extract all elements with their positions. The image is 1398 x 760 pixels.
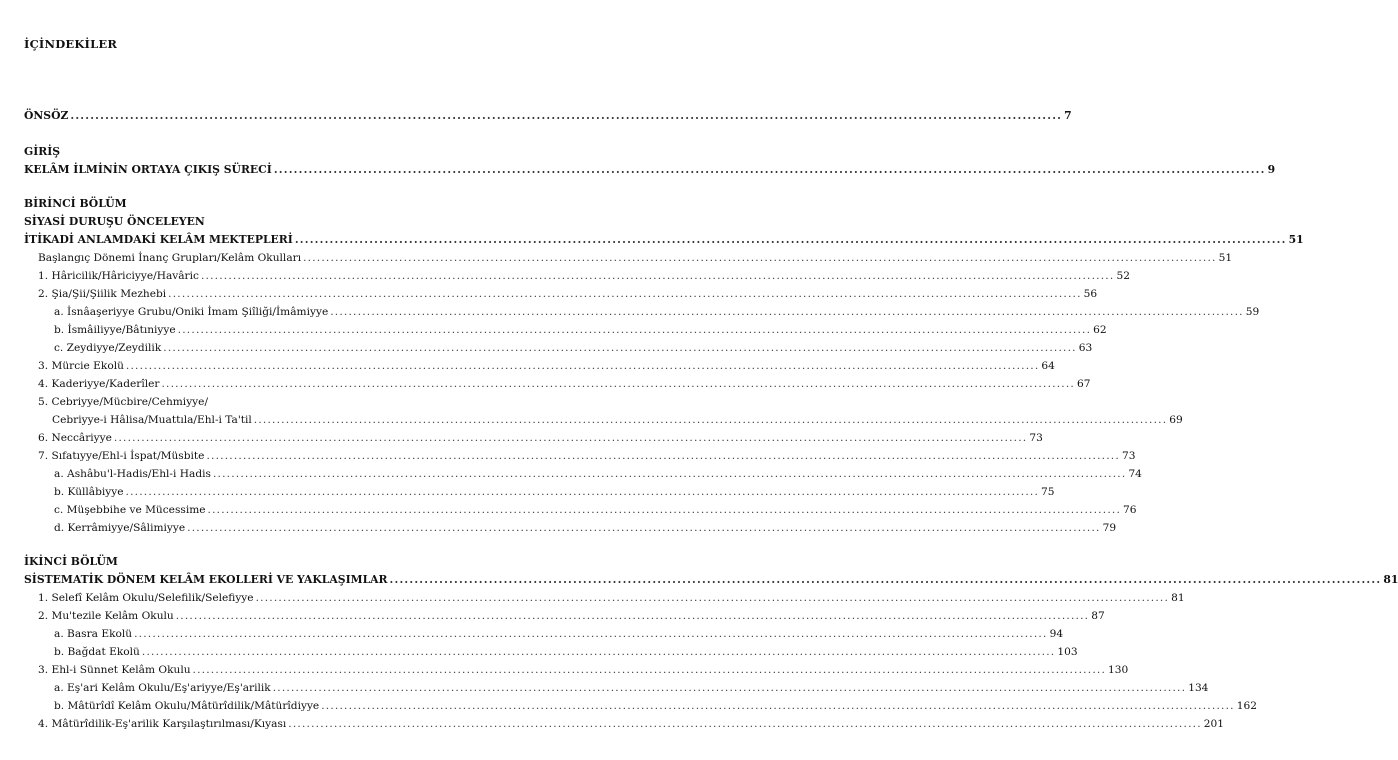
toc-entry-label: b. İsmâiliyye/Bâtıniyye	[54, 324, 176, 336]
dot-leader: ........................................................................................................................................................................................................	[255, 592, 1170, 604]
toc-entry-page-number: 201	[1203, 718, 1225, 730]
toc-entry-page-number: 67	[1076, 378, 1091, 390]
toc-entry[interactable]	[0, 303, 1260, 321]
toc-entry-label: ÖNSÖZ	[24, 109, 69, 122]
toc-entry-label: 4. Kaderiyye/Kaderîler	[38, 378, 160, 390]
section-heading: İKİNCİ BÖLÜM	[24, 555, 118, 568]
toc-entry[interactable]	[0, 679, 1209, 697]
toc-entry[interactable]	[0, 607, 1105, 625]
dot-leader: ........................................................................................................................................................................................................	[321, 700, 1235, 712]
toc-entry[interactable]	[0, 589, 1185, 607]
dot-leader: ........................................................................................................................................................................................................	[187, 522, 1101, 534]
toc-entry-label: 1. Hâricilik/Hâriciyye/Havâric	[38, 270, 199, 282]
dot-leader: ........................................................................................................................................................................................................	[207, 504, 1122, 516]
dot-leader: ........................................................................................................................................................................................................	[163, 342, 1077, 354]
toc-entry-label: 7. Sıfatıyye/Ehl-i İspat/Müsbite	[38, 450, 205, 462]
dot-leader: ........................................................................................................................................................................................................	[206, 450, 1120, 462]
dot-leader: ........................................................................................................................................................................................................	[273, 163, 1266, 176]
dot-leader: ........................................................................................................................................................................................................	[192, 664, 1107, 676]
toc-entry[interactable]	[0, 321, 1107, 339]
toc-entry[interactable]	[0, 357, 1055, 375]
dot-leader: ........................................................................................................................................................................................................	[288, 718, 1202, 730]
toc-entry-page-number: 52	[1116, 270, 1130, 282]
toc-entry-page-number: 79	[1102, 522, 1117, 534]
dot-leader: ........................................................................................................................................................................................................	[303, 252, 1217, 264]
dot-leader: ........................................................................................................................................................................................................	[272, 682, 1187, 694]
toc-entry[interactable]	[0, 519, 1117, 537]
section-heading: BİRİNCİ BÖLÜM	[24, 197, 127, 210]
toc-entry-page-number: 62	[1093, 324, 1107, 336]
toc-entry[interactable]	[0, 249, 1233, 267]
toc-entry-label: 6. Neccâriyye	[38, 432, 112, 444]
toc-entry-label: Başlangıç Dönemi İnanç Grupları/Kelâm Okulları	[38, 252, 302, 264]
toc-entry-page-number: 94	[1049, 628, 1064, 640]
toc-entry-page-number: 134	[1188, 682, 1209, 694]
toc-entry[interactable]	[0, 501, 1137, 519]
toc-entry-page-number: 74	[1128, 468, 1142, 480]
dot-leader: ........................................................................................................................................................................................................	[141, 646, 1056, 658]
toc-entry-label: Cebriyye-i Hâlisa/Muattıla/Ehl-i Ta'til	[52, 414, 252, 426]
toc-entry-label: c. Zeydiyye/Zeydilik	[54, 342, 162, 354]
dot-leader: ........................................................................................................................................................................................................	[212, 468, 1127, 480]
toc-entry-label: a. İsnâaşeriyye Grubu/Oniki İmam Şiîliği/İmâmiyye	[54, 306, 329, 318]
dot-leader: ........................................................................................................................................................................................................	[200, 270, 1115, 282]
toc-entry-label: a. Ashâbu'l-Hadis/Ehl-i Hadis	[54, 468, 211, 480]
toc-entry[interactable]	[0, 447, 1136, 465]
toc-entry-label: İTİKADİ ANLAMDAKİ KELÂM MEKTEPLERİ	[24, 233, 293, 246]
toc-entry-page-number: 81	[1171, 592, 1185, 604]
toc-entry-label: 5. Cebriyye/Mücbire/Cehmiyye/	[38, 396, 209, 408]
toc-entry-label: 4. Mâtürîdilik-Eş'arilik Karşılaştırılması/Kıyası	[38, 718, 287, 730]
dot-leader: ........................................................................................................................................................................................................	[175, 610, 1090, 622]
toc-entry[interactable]	[0, 483, 1055, 501]
toc-entry-label: 2. Şia/Şii/Şiilik Mezhebi	[38, 288, 167, 300]
toc-entry-label: SİSTEMATİK DÖNEM KELÂM EKOLLERİ VE YAKLAŞIMLAR	[24, 573, 388, 586]
section-heading: SİYASİ DURUŞU ÖNCELEYEN	[24, 215, 205, 228]
toc-entry-page-number: 51	[1288, 233, 1304, 246]
toc-entry-page-number: 81	[1383, 573, 1398, 586]
dot-leader: ........................................................................................................................................................................................................	[294, 233, 1287, 246]
toc-entry-page-number: 73	[1121, 450, 1136, 462]
toc-entry-page-number: 56	[1083, 288, 1098, 300]
toc-entry[interactable]	[0, 625, 1064, 643]
toc-entry[interactable]	[0, 411, 1183, 429]
toc-entry[interactable]	[0, 339, 1093, 357]
toc-entry-page-number: 59	[1245, 306, 1260, 318]
dot-leader: ........................................................................................................................................................................................................	[113, 432, 1028, 444]
toc-entry-label: 3. Mürcie Ekolü	[38, 360, 124, 372]
toc-entry[interactable]	[0, 285, 1098, 303]
toc-entry[interactable]	[0, 661, 1129, 679]
toc-entry-label: 2. Mu'tezile Kelâm Okulu	[38, 610, 174, 622]
toc-entry-page-number: 51	[1218, 252, 1233, 264]
toc-entry-page-number: 162	[1236, 700, 1257, 712]
toc-entry[interactable]	[0, 429, 1043, 447]
page-title: İÇİNDEKİLER	[24, 37, 118, 51]
toc-entry[interactable]	[0, 375, 1091, 393]
toc-entry-label: 3. Ehl-i Sünnet Kelâm Okulu	[38, 664, 191, 676]
toc-entry-page-number: 7	[1064, 109, 1072, 122]
toc-entry[interactable]	[0, 643, 1078, 661]
dot-leader: ........................................................................................................................................................................................................	[134, 628, 1048, 640]
toc-entry[interactable]	[0, 465, 1142, 483]
toc-entry-page-number: 64	[1041, 360, 1055, 372]
toc-entry[interactable]	[0, 697, 1257, 715]
toc-entry-page-number: 75	[1041, 486, 1055, 498]
toc-entry-page-number: 73	[1029, 432, 1043, 444]
toc-entry[interactable]	[0, 715, 1225, 733]
toc-entry[interactable]	[0, 107, 1072, 125]
toc-entry[interactable]	[0, 267, 1130, 285]
toc-entry-page-number: 103	[1057, 646, 1078, 658]
toc-entry-label: a. Basra Ekolü	[54, 628, 133, 640]
toc-entry-label: d. Kerrâmiyye/Sâlimiyye	[54, 522, 186, 534]
dot-leader: ........................................................................................................................................................................................................	[330, 306, 1244, 318]
dot-leader: ........................................................................................................................................................................................................	[389, 573, 1382, 586]
toc-entry[interactable]	[0, 571, 1398, 589]
dot-leader: ........................................................................................................................................................................................................	[253, 414, 1168, 426]
toc-entry-label: 1. Selefî Kelâm Okulu/Selefilik/Selefiyye	[38, 592, 254, 604]
toc-entry[interactable]	[0, 161, 1276, 179]
toc-entry-label: KELÂM İLMİNİN ORTAYA ÇIKIŞ SÜRECİ	[24, 163, 272, 176]
toc-entry-label: a. Eş'ari Kelâm Okulu/Eş'ariyye/Eş'arilik	[54, 682, 271, 694]
toc-entry-label: b. Bağdat Ekolü	[54, 646, 140, 658]
dot-leader: ........................................................................................................................................................................................................	[125, 486, 1040, 498]
toc-entry-page-number: 87	[1091, 610, 1105, 622]
dot-leader: ........................................................................................................................................................................................................	[125, 360, 1040, 372]
dot-leader: ........................................................................................................................................................................................................	[70, 109, 1063, 122]
dot-leader: ........................................................................................................................................................................................................	[177, 324, 1092, 336]
toc-entry-page-number: 76	[1123, 504, 1137, 516]
toc-entry-label: c. Müşebbihe ve Mücessime	[54, 504, 206, 516]
toc-entry-page-number: 130	[1108, 664, 1129, 676]
toc-entry-page-number: 63	[1078, 342, 1093, 354]
section-heading: GİRİŞ	[24, 145, 61, 158]
toc-entry-label: b. Mâtürîdî Kelâm Okulu/Mâtürîdilik/Mâtürîdiyye	[54, 700, 320, 712]
toc-entry-label: b. Küllâbiyye	[54, 486, 124, 498]
toc-entry-page-number: 69	[1169, 414, 1183, 426]
dot-leader: ........................................................................................................................................................................................................	[161, 378, 1075, 390]
dot-leader: ........................................................................................................................................................................................................	[168, 288, 1082, 300]
toc-entry-page-number: 9	[1267, 163, 1276, 176]
toc-entry[interactable]	[0, 231, 1304, 249]
